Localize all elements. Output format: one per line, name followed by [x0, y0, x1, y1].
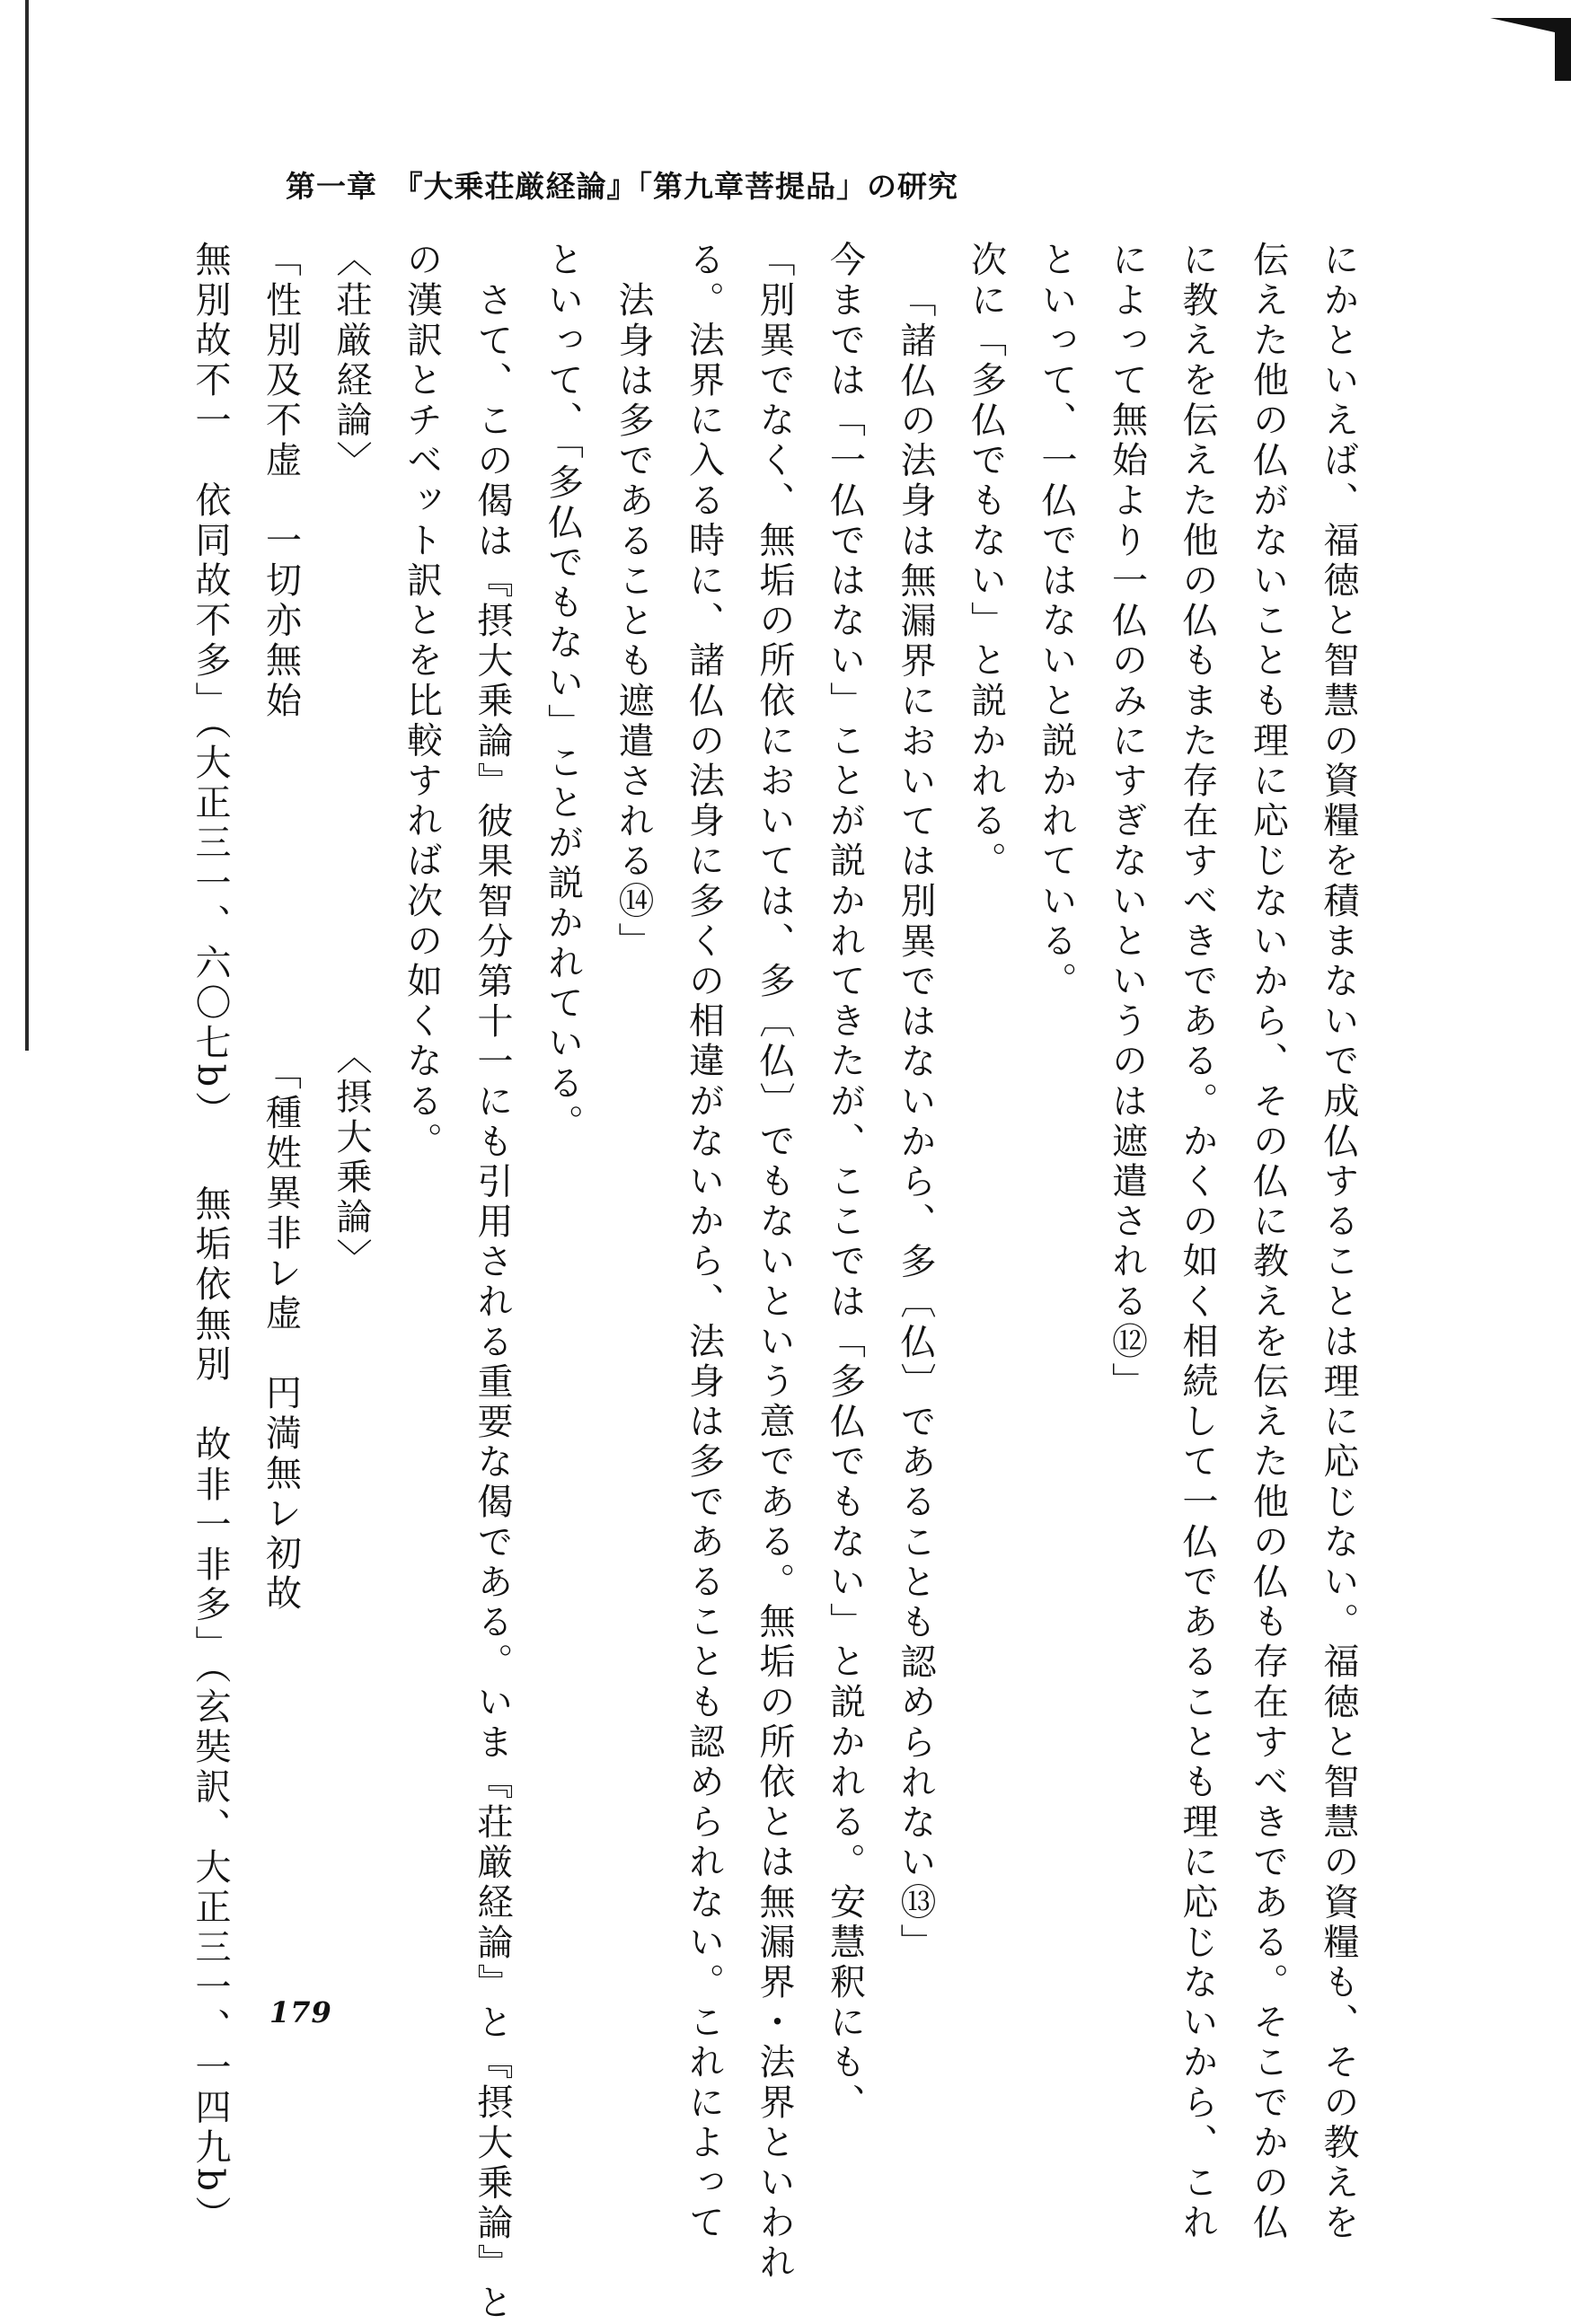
body-line-9: さて、この偈は『摂大乗論』彼果智分第十一にも引用される重要な偈である。いま『荘厳経論』と『摂大乗論』と [472, 281, 513, 2324]
scan-corner-mark-block [1555, 27, 1571, 81]
page-number: 179 [269, 1995, 332, 2029]
quote-line-1: 「諸仏の法身は無漏界においては別異ではないから、多〔仏〕であることも認められない⑬」 [895, 281, 936, 1964]
quote-line-4: 法身は多であることも遮遣される⑭」 [613, 281, 654, 963]
quote-line-2: 「別異でなく、無垢の所依においては、多〔仏〕でもないという意である。無垢の所依とは無漏界・法界といわれ [754, 241, 795, 2284]
verse-2-lower: 「種姓異非レ虚 円満無レ初故 [260, 1053, 302, 1615]
running-head: 第一章 『大乗荘厳経論』「第九章菩提品」の研究 [286, 169, 958, 204]
body-line-10: の漢訳とチベット訳とを比較すれば次の如くなる。 [401, 241, 443, 1162]
quote-line-3: る。法界に入る時に、諸仏の法身に多くの相違がないから、法身は多であることも認められない。これによって [683, 241, 725, 2243]
body-line-5: といって、一仏ではないと説かれている。 [1036, 241, 1077, 1002]
verse-row-1 [316, 241, 387, 2001]
body-line-6: 次に「多仏でもない」と説かれる。 [965, 241, 1007, 882]
verse-3-upper: 無別故不一 依同故不多」（大正三一、六〇七b） [190, 241, 231, 1131]
verse-3-lower: 無垢依無別 故非一非多」（玄奘訳、大正三一、一四九b） [190, 1184, 231, 2236]
verse-2-upper: 「性別及不虚 一切亦無始 [260, 241, 302, 722]
body-line-1: にかといえば、福徳と智慧の資糧を積まないで成仏することは理に応じない。福徳と智慧の資糧も、その教えを [1318, 241, 1359, 2243]
body-line-4: によって無始より一仏のみにすぎないというのは遮遣される⑫」 [1106, 241, 1148, 1403]
body-line-3: に教えを伝えた他の仏もまた存在すべきである。かくの如く相続して一仏であることも理に応じないから、これ [1177, 241, 1218, 2243]
verse-row-3 [175, 241, 246, 2236]
verse-row-2 [245, 241, 316, 2001]
verse-1-upper: 〈荘厳経論〉 [331, 241, 372, 481]
body-line-7: 今までは「一仏ではない」ことが説かれてきたが、ここでは「多仏でもない」と説かれる。安慧釈にも、 [824, 241, 866, 2124]
verse-1-lower: 〈摂大乗論〉 [331, 1037, 372, 1279]
body-line-2: 伝えた他の仏がないことも理に応じないから、その仏に教えを伝えた他の仏も存在すべきである。そこでかの仏 [1247, 241, 1289, 2243]
body-line-8: といって、「多仏でもない」ことが説かれている。 [542, 241, 584, 1144]
scan-edge-line [25, 0, 29, 1051]
